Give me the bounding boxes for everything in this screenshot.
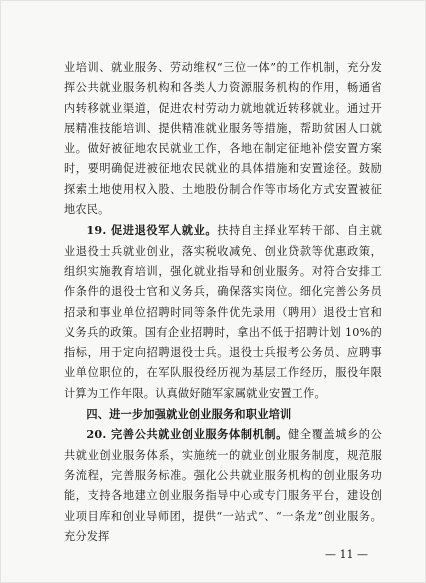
paragraph-public-service-mechanism — [64, 424, 382, 547]
paragraph-employment-services: 业培训、就业服务、劳动维权“三位一体”的工作机制，充分发挥公共就业服务机构和各类人力资源服务机构的作用，畅通省内转移就业渠道，促进农村劳动力就地就近转移就业。通过开展精准技能培训、提供精准就业服务等措施，帮助贫困人口就业。做好被征地农民就业工作，各地在制定征地补偿安置方案时，要明确促进被征地农民就业的具体措施和安置途径。鼓励探索土地使用权入股、土地股份制合作等市场化方式安置被征地农民。 — [64, 61, 382, 217]
paragraph-public-service-body: 健全覆盖城乡的公共就业创业服务体系，实施统一的就业创业服务制度，规范服务流程，完善服务标准。强化公共就业服务机构的创业服务功能，支持各地建立创业服务指导中心或专门服务平台，建设创业项目库和创业导师团，提供“一站式”、“一条龙”创业服务。充分发挥 — [64, 428, 382, 543]
document-body — [64, 58, 382, 547]
section-heading: 四、进一步加强就业创业服务和职业培训 — [86, 407, 292, 422]
paragraph-public-service-title: 20. 完善公共就业创业服务体制机制。 — [86, 427, 288, 442]
paragraph-veterans-body: 扶持自主择业军转干部、自主就业退役士兵就业创业，落实税收减免、创业贷款等优惠政策，组织实施教育培训，强化就业指导和创业服务。对符合安排工作条件的退役士官和义务兵，确保落实岗位。细化完善公务员招录和事业单位招聘时同等条件优先录用（聘用）退役士官和义务兵的政策。国有企业招聘时，拿出不低于招聘计划 10%的指标，用于定向招聘退役士兵。退役士兵报考公务员、应聘事业单位职位的，在军队服役经历视为基层工作经历，服役年限计算为工作年限。认真做好随军家属就业安置工作。 — [64, 224, 382, 400]
paragraph-veterans-employment — [64, 220, 382, 404]
paragraph-veterans-title: 19. 促进退役军人就业。 — [86, 223, 218, 238]
page-number: — 11 — — [325, 548, 368, 561]
